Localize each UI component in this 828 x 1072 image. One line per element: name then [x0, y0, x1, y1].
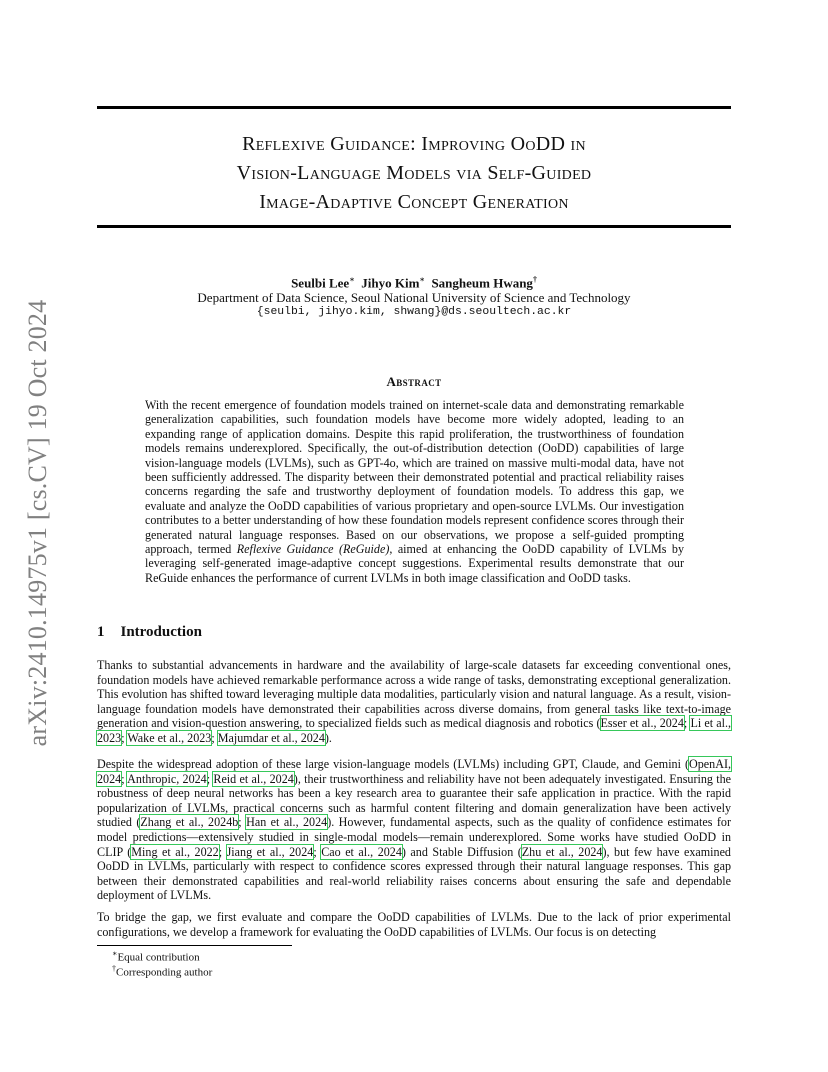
footnote-mark: ∗ — [112, 949, 118, 958]
citation-link[interactable]: Reid et al., 2024 — [213, 771, 294, 786]
paragraph-text: To bridge the gap, we first evaluate and compare the OoDD capabilities of LVLMs. Due to the lack of prior experimental configurations, we develop a framework for evaluating the OoDD capabilities of LVLMs. Our focus is on detecting — [97, 910, 731, 939]
footnote-text: Equal contribution — [117, 951, 200, 964]
affiliation: Department of Data Science, Seoul National University of Science and Technology — [197, 290, 631, 305]
footnote-mark: † — [112, 964, 116, 973]
intro-paragraph-3 — [97, 910, 731, 939]
title-line-2: Vision-Language Models via Self-Guided — [236, 162, 592, 184]
author-mark: † — [532, 275, 537, 284]
paragraph-text: ). However, fundamental aspects, such as the quality of confidence estimates for model predictions—extensively studied in single-modal models—remain underexplored. Some works have studied OoDD in CLIP ( — [97, 815, 731, 859]
section-title: Introduction — [120, 624, 202, 640]
paragraph-text: ). — [324, 730, 332, 745]
intro-paragraph-1: Thanks to substantial advancements in hardware and the availability of large-scale datasets far exceeding conventional ones, foundation models have achieved remarkable performance across a wide range of tasks, demonstrating exceptional generalization. This evolution has shifted toward leveraging multiple data modalities, particularly vision and natural language. As a result, vision-language foundation models have demonstrated their capabilities across diverse domains, from general tasks like text-to-image generation and vision-question answering, to specialized fields such as medical diagnosis and robotics (Esser et al., 2024; Li et al., 2023; Wake et al., 2023; Majumdar et al., 2024). — [97, 658, 732, 745]
author-name: Sangheum Hwang — [431, 275, 533, 291]
footnote-corresponding-author — [112, 964, 212, 979]
citation-link[interactable]: Zhang et al., 2024b — [140, 815, 239, 830]
title-bottom-rule — [97, 225, 731, 228]
citation-link[interactable]: OpenAI, 2024 — [97, 757, 731, 786]
section-heading — [97, 624, 202, 641]
citation-link[interactable]: Jiang et al., 2024 — [226, 844, 314, 859]
footnote-rule — [97, 945, 292, 946]
paper-title — [97, 130, 731, 217]
citation-link[interactable]: Majumdar et al., 2024 — [217, 730, 325, 745]
citation-link[interactable]: Ming et al., 2022 — [131, 844, 219, 859]
intro-paragraph-2: Despite the widespread adoption of these large vision-language models (LVLMs) including GPT, Claude, and Gemini (OpenAI, 2024; Anthropic, 2024; Reid et al., 2024), their trustworthiness and reliability have not been adequately investigated. Ensuring the robustness of deep neural networks has been a key research area to guarantee their safe application in practice. With the rapid popularization of LVLMs, practical concerns such as harmful content filtering and domain generalization have been actively studied (Zhang et al., 2024b; Han et al., 2024). However, fundamental aspects, such as the quality of confidence estimates for model predictions—extensively studied in single-modal models—remain underexplored. Some works have studied OoDD in CLIP (Ming et al., 2022; Jiang et al., 2024; Cao et al., 2024) and Stable Diffusion (Zhu et al., 2024), but few have examined OoDD in LVLMs, particularly with respect to confidence scores expressed through their natural language responses. This gap between their demonstrated capabilities and real-world reliability raises concerns about ensuring the safe and dependable deployment of LVLMs. — [97, 757, 731, 903]
abstract-text: With the recent emergence of foundation models trained on internet-scale data and demonstrating remarkable generalization capabilities, such foundation models have become more widely adopted, leading to an expanding range of application domains. Despite this rapid proliferation, the trustworthiness of foundation models remains underexplored. Specifically, the out-of-distribution detection (OoDD) capabilities of large vision-language models (LVLMs), such as GPT-4o, which are trained on massive multi-modal data, have not been sufficiently addressed. The disparity between their demonstrated potential and practical reliability raises concerns regarding the safe and trustworthy deployment of foundation models. To address this gap, we evaluate and analyze the OoDD capabilities of various proprietary and open-source LVLMs. Our investigation contributes to a better understanding of how these foundation models represent confidence scores through their generated natural language responses. Based on our observations, we propose a self-guided prompting approach, termed — [145, 398, 684, 557]
author-mark: ∗ — [419, 275, 425, 284]
section-number: 1 — [97, 624, 105, 640]
citation-link[interactable]: Zhu et al., 2024 — [521, 844, 603, 859]
paragraph-text: ) and Stable Diffusion ( — [401, 844, 522, 859]
citation-link[interactable]: Cao et al., 2024 — [321, 844, 402, 859]
paragraph-text: ), but few have examined OoDD in LVLMs, particularly with respect to confidence scores expressed through their natural language responses. This gap between their demonstrated capabilities and real-world reliability raises concerns about ensuring the safe and dependable deployment of LVLMs. — [97, 844, 731, 903]
abstract-text: , aimed at enhancing the OoDD capability of LVLMs by leveraging self-generated image-adaptive concept suggestions. Experimental results demonstrate that our ReGuide enhances the performance of current LVLMs in both image classification and OoDD tasks. — [145, 542, 684, 585]
citation-link[interactable]: Wake et al., 2023 — [127, 730, 212, 745]
author-list — [97, 274, 731, 291]
citation-link[interactable]: Li et al., 2023 — [97, 716, 732, 745]
abstract-method-name: Reflexive Guidance (ReGuide) — [236, 542, 390, 557]
paragraph-text: ), their trustworthiness and reliability have not been adequately investigated. Ensuring the robustness of deep neural networks has been a key research area to guarantee their safe application in practice. With the rapid popularization of LVLMs, practical concerns such as harmful content filtering and domain generalization have been actively studied ( — [97, 771, 731, 830]
author-emails: {seulbi, jihyo.kim, shwang}@ds.seoultech.ac.kr — [256, 306, 572, 318]
footnote-text: Corresponding author — [116, 966, 213, 979]
citation-link[interactable]: Esser et al., 2024 — [600, 716, 684, 731]
title-line-3: Image-Adaptive Concept Generation — [259, 191, 569, 213]
author-mark: ∗ — [349, 275, 355, 284]
arxiv-sidebar-stamp — [18, 288, 58, 758]
abstract-body — [145, 398, 684, 585]
author-name: Jihyo Kim — [361, 275, 420, 291]
title-top-rule — [97, 106, 731, 109]
author-name: Seulbi Lee — [291, 275, 350, 291]
citation-link[interactable]: Han et al., 2024 — [246, 815, 328, 830]
arxiv-identifier: arXiv:2410.14975v1 [cs.CV] 19 Oct 2024 — [23, 299, 52, 747]
abstract-heading: Abstract — [386, 374, 442, 389]
footnote-equal-contribution — [112, 949, 200, 964]
paragraph-text: Thanks to substantial advancements in hardware and the availability of large-scale datasets far exceeding conventional ones, foundation models have achieved remarkable performance across a wide range of tasks, demonstrating exceptional generalization. This evolution has shifted toward leveraging multiple data modalities, particularly vision and natural language. As a result, vision-language foundation models have demonstrated their capabilities across diverse domains, from general tasks like text-to-image generation and vision-question answering, to specialized fields such as medical diagnosis and robotics ( — [97, 658, 731, 731]
citation-link[interactable]: Anthropic, 2024 — [127, 771, 207, 786]
paragraph-text: Despite the widespread adoption of these large vision-language models (LVLMs) including GPT, Claude, and Gemini ( — [97, 757, 690, 771]
title-line-1: Reflexive Guidance: Improving OoDD in — [242, 133, 586, 155]
